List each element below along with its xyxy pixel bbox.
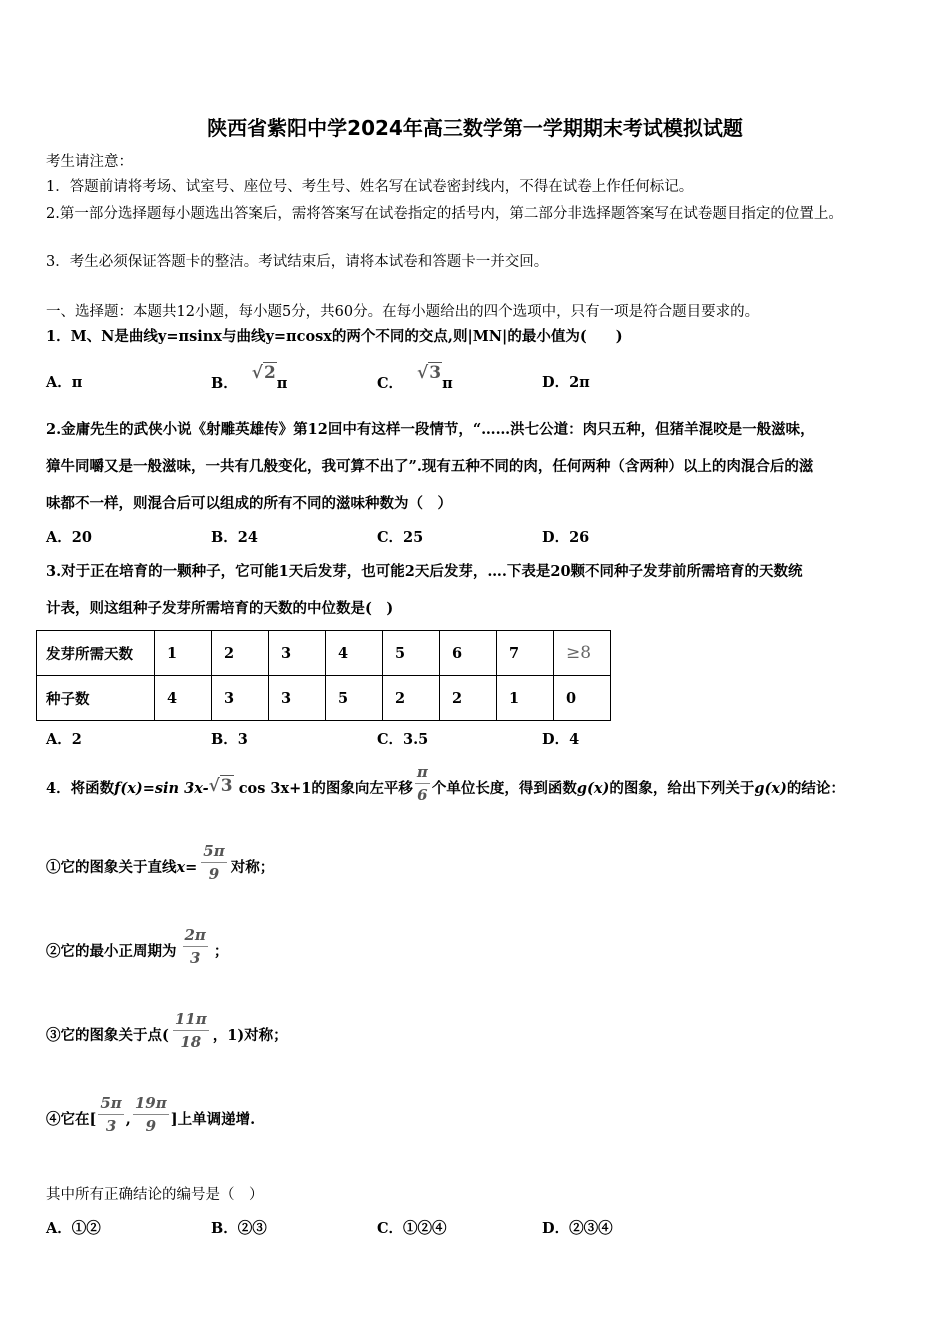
fraction: $\frac{19\pi}{9}$ — [134, 1093, 167, 1135]
q2-option-c: C．25 — [377, 529, 424, 546]
sqrt-symbol: √2 — [251, 363, 276, 383]
fraction: $\frac{2\pi}{3}$ — [184, 925, 206, 967]
germination-table — [36, 630, 611, 721]
q3-line-2: 计表，则这组种子发芽所需培育的天数的中位数是( ) — [46, 600, 394, 617]
table-cell: 2 — [383, 676, 440, 721]
q2-line-2: 獐牛同嚼又是一般滋味，一共有几般变化，我可算不出了”.现有五种不同的肉，任何两种（含两种）以上的肉混合后的滋 — [46, 458, 814, 475]
page-title: 陕西省紫阳中学2024年高三数学第一学期期末考试模拟试题 — [207, 116, 743, 140]
q3-line-1: 3.对于正在培育的一颗种子，它可能1天后发芽，也可能2天后发芽，….下表是20颗不同种子发芽前所需培育的天数统 — [46, 563, 803, 580]
q1-option-d: D．2π — [542, 374, 590, 391]
q3-option-b: B．3 — [211, 731, 248, 748]
q3-option-a: A．2 — [46, 731, 82, 748]
q2-option-a: A．20 — [46, 529, 92, 546]
q2-line-1: 2.金庸先生的武侠小说《射雕英雄传》第12回中有这样一段情节，“……洪七公道：肉只五种，但猪羊混咬是一般滋味， — [46, 421, 815, 438]
table-cell: 5 — [383, 631, 440, 676]
table-cell: 0 — [554, 676, 611, 721]
q4-statement-4: ④它在[ $\frac{5\pi}{3}$ , $\frac{19\pi}{9}$ ]上单调递增. — [46, 1093, 256, 1135]
q2-option-d: D．26 — [542, 529, 590, 546]
fraction: $\frac{11\pi}{18}$ — [174, 1009, 207, 1051]
table-cell: 2 — [440, 676, 497, 721]
table-row — [37, 631, 611, 676]
q4-statement-1: ①它的图象关于直线x= $\frac{5\pi}{9}$ 对称； — [46, 841, 275, 883]
notice-heading: 考生请注意： — [46, 154, 133, 170]
q3-option-c: C．3.5 — [377, 731, 429, 748]
notice-item-3: 3．考生必须保证答题卡的整洁。考试结束后，请将本试卷和答题卡一并交回。 — [46, 254, 549, 270]
q1-option-c: C．√3π — [377, 363, 453, 392]
section-heading: 一、选择题：本题共12小题，每小题5分，共60分。在每小题给出的四个选项中，只有一项是符合题目要求的。 — [46, 304, 760, 320]
q4-question: 其中所有正确结论的编号是（ ） — [46, 1187, 264, 1203]
sqrt-symbol: √3 — [417, 363, 442, 383]
q4-stem: 4．将函数f(x)=sin 3x-√3 cos 3x+1的图象向左平移 $\frac{\pi}{6}$ 个单位长度，得到函数g(x)的图象，给出下列关于g(x)的结论： — [46, 766, 845, 811]
q1-stem: 1．M、N是曲线y=πsinx与曲线y=πcosx的两个不同的交点,则|MN|的最小值为( ) — [46, 328, 623, 345]
q3-option-d: D．4 — [542, 731, 580, 748]
table-cell: 4 — [155, 676, 212, 721]
q2-option-b: B．24 — [211, 529, 258, 546]
table-cell: 3 — [269, 676, 326, 721]
table-cell: 4 — [326, 631, 383, 676]
table-cell: 5 — [326, 676, 383, 721]
table-cell: 2 — [212, 631, 269, 676]
q4-statement-3: ③它的图象关于点( $\frac{11\pi}{18}$ ，1)对称； — [46, 1009, 288, 1051]
fraction: $\frac{5\pi}{9}$ — [203, 841, 225, 883]
table-cell: 1 — [155, 631, 212, 676]
q4-option-c: C．①②④ — [377, 1220, 447, 1237]
table-cell: ≥8 — [554, 631, 611, 676]
table-header-cell: 发芽所需天数 — [37, 631, 155, 676]
table-cell: 3 — [212, 676, 269, 721]
q4-option-b: B．②③ — [211, 1220, 267, 1237]
fraction: $\frac{5\pi}{3}$ — [100, 1093, 122, 1135]
q4-statement-2: ②它的最小正周期为 $\frac{2\pi}{3}$ ； — [46, 925, 229, 967]
q4-option-d: D．②③④ — [542, 1220, 613, 1237]
q1-option-a: A．π — [46, 374, 83, 391]
table-cell: 6 — [440, 631, 497, 676]
notice-item-1: 1．答题前请将考场、试室号、座位号、考生号、姓名写在试卷密封线内，不得在试卷上作任何标记。 — [46, 179, 694, 195]
q2-line-3: 味都不一样，则混合后可以组成的所有不同的滋味种数为（ ） — [46, 495, 452, 512]
table-cell: 7 — [497, 631, 554, 676]
sqrt-symbol: √3 — [208, 776, 233, 796]
table-header-cell: 种子数 — [37, 676, 155, 721]
q1-option-b: B．√2π — [211, 363, 288, 392]
table-cell: 3 — [269, 631, 326, 676]
table-cell: 1 — [497, 676, 554, 721]
notice-item-2: 2.第一部分选择题每小题选出答案后，需将答案写在试卷指定的括号内，第二部分非选择题答案写在试卷题目指定的位置上。 — [46, 206, 843, 222]
fraction: $\frac{\pi}{6}$ — [416, 762, 428, 804]
table-row — [37, 676, 611, 721]
q4-option-a: A．①② — [46, 1220, 101, 1237]
